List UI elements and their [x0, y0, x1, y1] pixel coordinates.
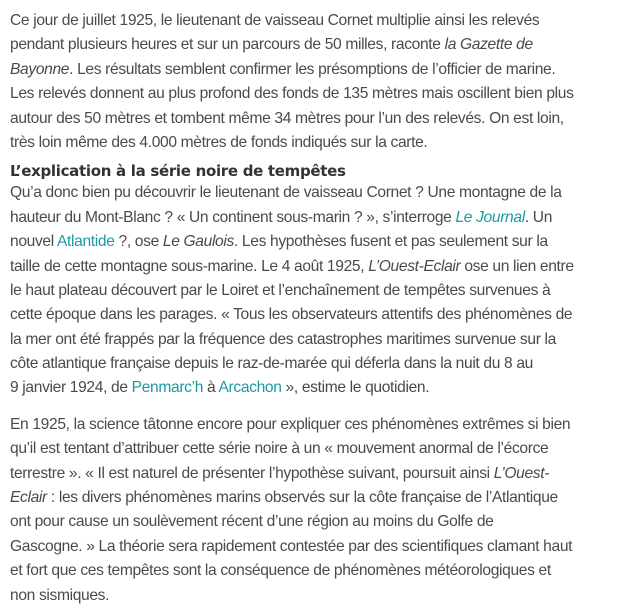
text-segment: . Les hypothèses fusent et pas seulement sur la	[233, 233, 548, 251]
article-link[interactable]: Arcachon	[218, 379, 282, 397]
section-heading: L’explication à la série noire de tempêtes	[10, 162, 346, 181]
text-line	[10, 376, 622, 400]
text-segment: hauteur du Mont-Blanc ? « Un continent sous-marin ? », s’interroge	[10, 208, 456, 226]
paragraph-2	[10, 181, 622, 401]
text-segment: autour des 50 mètres et tombent même 34 mètres pour l’un des relevés. On est loin,	[10, 109, 564, 127]
text-segment: Qu’a donc bien pu découvrir le lieutenant de vaisseau Cornet ? Une montagne de la	[10, 184, 562, 202]
text-line	[10, 9, 622, 33]
publication-title: L’Ouest-Eclair	[368, 257, 461, 275]
text-segment: Les relevés donnent au plus profond des fonds de 135 mètres mais oscillent bien plus	[10, 85, 574, 103]
article-link[interactable]: Le Journal	[455, 208, 525, 226]
text-segment: côte atlantique française depuis le raz-de-marée qui déferla dans la nuit du 8 au	[10, 355, 533, 373]
text-segment: cette époque dans les parages. « Tous les observateurs attentifs des phénomènes de	[10, 306, 573, 324]
text-segment: taille de cette montagne sous-marine. Le 4 août 1925,	[10, 257, 369, 275]
text-segment: pendant plusieurs heures et sur un parcours de 50 milles, raconte	[10, 36, 445, 54]
text-line	[10, 510, 622, 534]
text-line	[10, 437, 622, 461]
text-segment: Ce jour de juillet 1925, le lieutenant de vaisseau Cornet multiplie ainsi les relevés	[10, 12, 540, 29]
text-line	[10, 462, 622, 486]
text-segment: ?, ose	[114, 233, 163, 251]
text-segment: non sismiques.	[10, 586, 110, 604]
text-line	[10, 486, 622, 510]
text-line	[10, 535, 622, 559]
text-line	[10, 230, 622, 254]
text-line	[10, 303, 622, 327]
text-segment: et fort que ces tempêtes sont la conséquence de phénomènes météorologiques et	[10, 562, 551, 580]
text-line	[10, 181, 622, 205]
publication-title: Le Gaulois	[162, 233, 234, 251]
text-line	[10, 58, 622, 82]
text-line	[10, 413, 622, 437]
text-segment: nouvel	[10, 233, 57, 251]
text-line	[10, 255, 622, 279]
article-link[interactable]: Penmarc’h	[131, 379, 204, 397]
text-line	[10, 206, 622, 230]
text-line	[10, 107, 622, 131]
text-line	[10, 559, 622, 583]
text-segment: . Un	[524, 208, 553, 226]
text-line	[10, 33, 622, 57]
text-segment: ont pour cause un soulèvement récent d’une région au moins du Golfe de	[10, 513, 494, 531]
text-segment: le haut plateau découvert par le Loiret et l’enchaînement de tempêtes survenues à	[10, 281, 551, 299]
text-segment: très loin même des 4.000 mètres de fonds indiqués sur la carte.	[10, 133, 428, 151]
publication-title: Eclair	[10, 489, 47, 507]
text-line	[10, 352, 622, 376]
text-segment: 9 janvier 1924, de	[10, 379, 132, 397]
publication-title: Bayonne	[10, 60, 70, 78]
text-segment: la mer ont été frappés par la fréquence des catastrophes maritimes survenue sur la	[10, 330, 556, 348]
paragraph-1	[10, 9, 622, 155]
text-segment: qu’il est tentant d’attribuer cette série noire à un « mouvement anormal de l’écorce	[10, 440, 549, 458]
text-segment: terrestre ». « Il est naturel de présenter l’hypothèse suivant, poursuit ainsi	[10, 464, 494, 482]
text-segment: . Les résultats semblent confirmer les présomptions de l’officier de marine.	[69, 60, 556, 78]
text-segment: ose un lien entre	[460, 257, 574, 275]
text-segment: à	[203, 379, 219, 397]
text-line	[10, 279, 622, 303]
text-segment: En 1925, la science tâtonne encore pour expliquer ces phénomènes extrêmes si bien	[10, 415, 571, 433]
text-segment: Gascogne. » La théorie sera rapidement contestée par des scientifiques clamant haut	[10, 537, 573, 555]
publication-title: la Gazette de	[444, 36, 533, 54]
text-line	[10, 82, 622, 106]
article-body	[10, 9, 622, 608]
text-line	[10, 328, 622, 352]
publication-title: L’Ouest-	[493, 464, 550, 482]
text-segment: », estime le quotidien.	[281, 379, 430, 397]
text-segment: : les divers phénomènes marins observés sur la côte française de l’Atlantique	[46, 489, 558, 507]
article-link[interactable]: Atlantide	[56, 233, 115, 251]
text-line	[10, 584, 622, 608]
text-line	[10, 131, 622, 155]
paragraph-3	[10, 413, 622, 608]
